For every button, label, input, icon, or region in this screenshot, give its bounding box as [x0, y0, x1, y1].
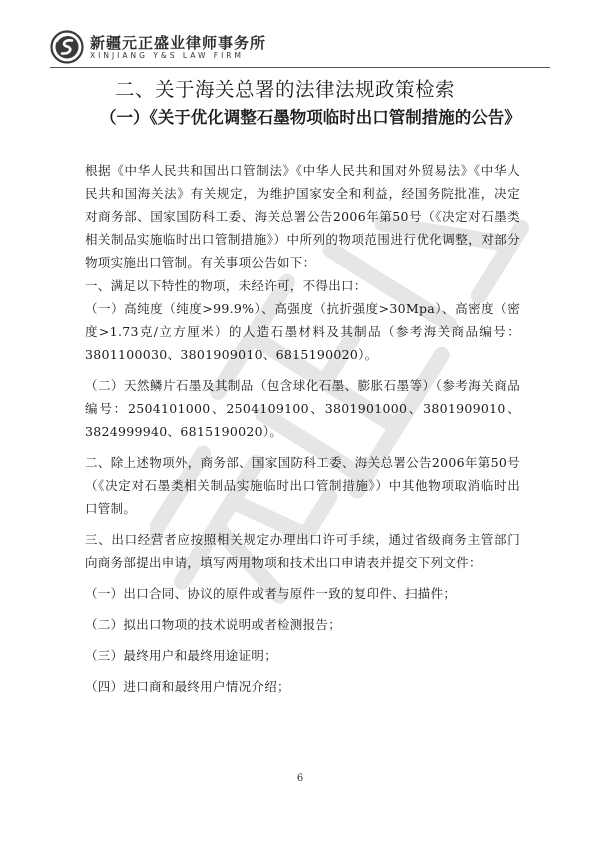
subsection-title: （一）《关于优化调整石墨物项临时出口管制措施的公告》 — [100, 108, 521, 127]
firm-name-en: XINJIANG Y&S LAW FIRM — [90, 51, 244, 60]
page-number: 6 — [296, 773, 304, 784]
article-1-item-1: （一）高纯度（纯度>99.9%）、高强度（抗折强度>30Mpa）、高密度（密度>1.73克/立方厘米）的人造石墨材料及其制品（参考海关商品编号：3801100030、3801909010、6815190020）。 — [85, 301, 520, 362]
article-2: 二、除上述物项外，商务部、国家国防科工委、海关总署公告2006年第50号（《决定对石墨类相关制品实施临时出口管制措施》）中其他物项取消临时出口管制。 — [85, 455, 520, 516]
intro-paragraph: 根据《中华人民共和国出口管制法》《中华人民共和国对外贸易法》《中华人民共和国海关法》有关规定，为维护国家安全和利益，经国务院批准，决定对商务部、国家国防科工委、海关总署公告2006年第50号（《决定对石墨类相关制品实施临时出口管制措施》）中所列的物项范围进行优化调整，对部分物项实施出口管制。有关事项公告如下： — [85, 163, 520, 270]
article-3: 三、出口经营者应按照相关规定办理出口许可手续，通过省级商务主管部门向商务部提出申请，填写两用物项和技术出口申请表并提交下列文件： — [85, 532, 520, 570]
article-1: 一、满足以下特性的物项，未经许可，不得出口： — [85, 278, 367, 293]
article-1-item-2: （二）天然鳞片石墨及其制品（包含球化石墨、膨胀石墨等）（参考海关商品编号：2504101000、2504109100、3801901000、3801909010、3824999940、6815190020）。 — [85, 378, 520, 439]
document-body — [85, 159, 520, 698]
firm-name-cn: 新疆元正盛业律师事务所 — [90, 34, 267, 52]
firm-logo-icon — [50, 30, 84, 64]
letterhead — [50, 30, 550, 66]
article-3-item-2: （二）拟出口物项的技术说明或者检测报告； — [85, 617, 342, 632]
article-3-item-3: （三）最终用户和最终用途证明； — [85, 648, 278, 663]
article-3-item-1: （一）出口合同、协议的原件或者与原件一致的复印件、扫描件； — [85, 586, 457, 601]
article-3-item-4: （四）进口商和最终用户情况介绍； — [85, 679, 290, 694]
header-divider — [50, 67, 550, 68]
section-title: 二、关于海关总署的法律法规政策检索 — [115, 78, 456, 101]
